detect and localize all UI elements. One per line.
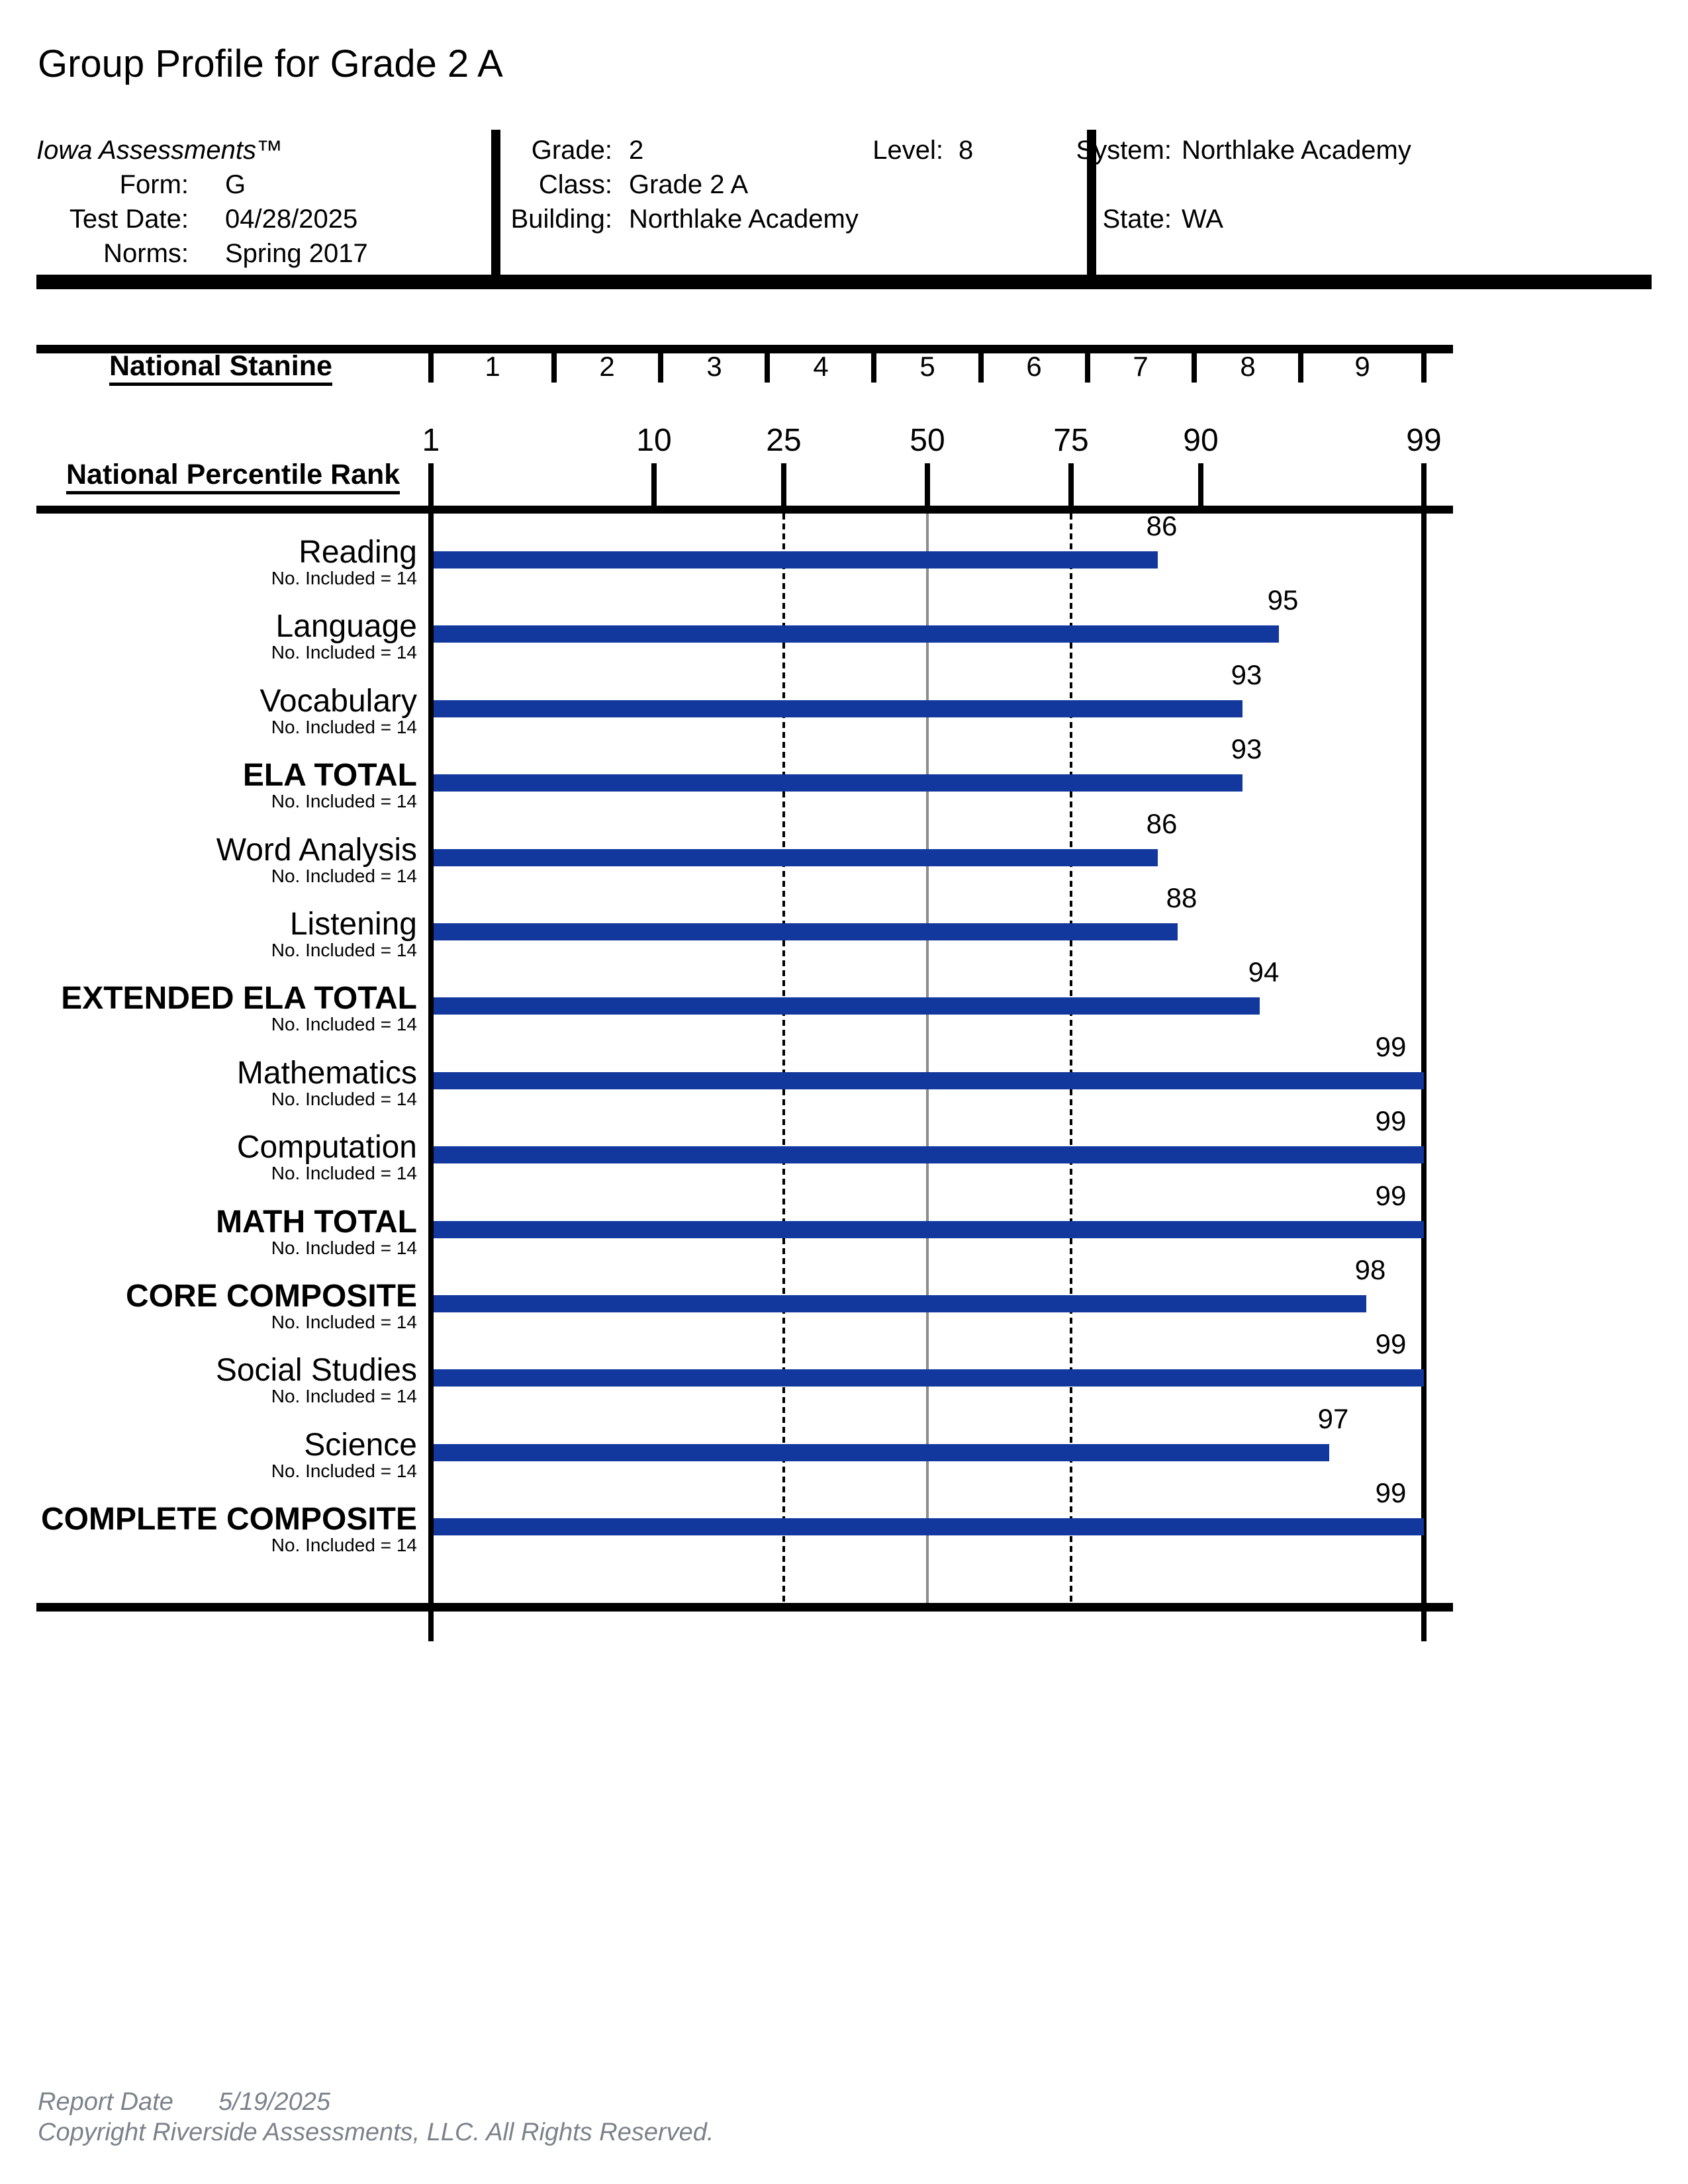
- stanine-number: 2: [599, 351, 615, 382]
- stanine-number: 7: [1133, 351, 1149, 382]
- gridline-dashed-25: [782, 514, 785, 1603]
- percentile-bar: [434, 700, 1243, 717]
- bar-value: 93: [1231, 733, 1262, 764]
- bar-value: 93: [1231, 659, 1262, 690]
- percentile-bar: [434, 849, 1158, 866]
- row-label: CORE COMPOSITE: [125, 1279, 417, 1314]
- percentile-tick: [651, 463, 657, 510]
- percentile-tick: [1068, 463, 1074, 510]
- percentile-number: 75: [1053, 423, 1089, 458]
- class-value: Grade 2 A: [629, 170, 749, 199]
- bar-value: 95: [1267, 584, 1299, 615]
- state-value: WA: [1182, 205, 1223, 234]
- row-label: Listening: [289, 907, 417, 942]
- row-count-label: No. Included = 14: [271, 1014, 417, 1034]
- state-label: State:: [1102, 205, 1172, 234]
- percentile-bar: [434, 1444, 1329, 1461]
- row-label: COMPLETE COMPOSITE: [40, 1502, 417, 1537]
- header-rule: [36, 275, 1652, 289]
- percentile-bar: [434, 1146, 1424, 1163]
- bar-value: 99: [1375, 1180, 1407, 1211]
- stanine-tick: [765, 353, 770, 383]
- bar-value: 86: [1146, 510, 1178, 541]
- stanine-tick: [428, 353, 434, 383]
- gridline-gray-50: [926, 514, 929, 1603]
- stanine-tick: [871, 353, 876, 383]
- row-label: Mathematics: [236, 1056, 417, 1091]
- stanine-tick: [978, 353, 984, 383]
- bar-value: 88: [1166, 882, 1197, 913]
- row-count-label: No. Included = 14: [271, 940, 417, 960]
- stanine-tick: [1192, 353, 1197, 383]
- row-label: Science: [304, 1428, 417, 1463]
- percentile-bar: [434, 1072, 1424, 1089]
- percentile-bar: [434, 1518, 1424, 1535]
- percentile-bar: [434, 1221, 1424, 1238]
- system-label: System:: [1076, 136, 1172, 165]
- test-date-value: 04/28/2025: [225, 205, 358, 234]
- bar-value: 99: [1375, 1328, 1407, 1359]
- percentile-number: 50: [910, 423, 945, 458]
- class-label: Class:: [538, 170, 612, 199]
- building-label: Building:: [510, 205, 612, 234]
- bar-value: 94: [1248, 956, 1280, 987]
- row-label: Reading: [299, 535, 417, 570]
- row-count-label: No. Included = 14: [271, 1238, 417, 1258]
- percentile-tick: [781, 463, 786, 510]
- percentile-bar: [434, 625, 1279, 643]
- level-label: Level:: [872, 136, 943, 165]
- percentile-number: 99: [1406, 423, 1442, 458]
- norms-label: Norms:: [103, 239, 189, 268]
- row-count-label: No. Included = 14: [271, 1312, 417, 1332]
- stanine-number: 1: [485, 351, 500, 382]
- row-count-label: No. Included = 14: [271, 791, 417, 811]
- percentile-number: 10: [636, 423, 672, 458]
- stanine-number: 3: [706, 351, 722, 382]
- row-count-label: No. Included = 14: [271, 1163, 417, 1183]
- percentile-number: 1: [422, 423, 440, 458]
- row-count-label: No. Included = 14: [271, 568, 417, 588]
- row-label: MATH TOTAL: [216, 1205, 417, 1240]
- stanine-tick: [658, 353, 663, 383]
- bar-value: 86: [1146, 808, 1178, 839]
- copyright-text: Copyright Riverside Assessments, LLC. All Rights Reserved.: [38, 2118, 714, 2146]
- row-count-label: No. Included = 14: [271, 642, 417, 662]
- grade-label: Grade:: [531, 136, 612, 165]
- stanine-number: 6: [1026, 351, 1042, 382]
- stanine-tick: [1298, 353, 1303, 383]
- stanine-number: 5: [919, 351, 935, 382]
- row-label: Computation: [236, 1130, 417, 1165]
- percentile-bar: [434, 1369, 1424, 1387]
- form-label: Form:: [119, 170, 189, 199]
- row-count-label: No. Included = 14: [271, 866, 417, 886]
- stanine-tick: [1421, 353, 1427, 383]
- row-count-label: No. Included = 14: [271, 1535, 417, 1555]
- system-value: Northlake Academy: [1182, 136, 1411, 165]
- level-value: 8: [959, 136, 974, 165]
- row-count-label: No. Included = 14: [271, 1461, 417, 1481]
- stanine-tick: [551, 353, 557, 383]
- percentile-scale-line: [36, 506, 1453, 514]
- percentile-tick: [1421, 463, 1427, 510]
- bar-value: 98: [1354, 1254, 1386, 1285]
- row-label: ELA TOTAL: [242, 758, 417, 793]
- stanine-number: 9: [1354, 351, 1370, 382]
- row-count-label: No. Included = 14: [271, 717, 417, 737]
- percentile-bar: [434, 1295, 1366, 1312]
- row-count-label: No. Included = 14: [271, 1386, 417, 1406]
- plot-left-axis: [428, 506, 434, 1641]
- percentile-number: 90: [1183, 423, 1219, 458]
- percentile-bar: [434, 923, 1178, 940]
- test-date-label: Test Date:: [69, 205, 189, 234]
- national-percentile-rank-heading: National Percentile Rank: [66, 459, 400, 494]
- report-date-value: 5/19/2025: [218, 2088, 331, 2116]
- row-label: EXTENDED ELA TOTAL: [61, 981, 417, 1016]
- percentile-number: 25: [766, 423, 802, 458]
- product-name: Iowa Assessments™: [36, 136, 283, 165]
- plot-bottom-line: [36, 1603, 1453, 1612]
- percentile-tick: [1198, 463, 1203, 510]
- percentile-tick: [428, 463, 434, 510]
- bar-value: 99: [1375, 1031, 1407, 1062]
- form-value: G: [225, 170, 246, 199]
- norms-value: Spring 2017: [225, 239, 368, 268]
- row-count-label: No. Included = 14: [271, 1089, 417, 1109]
- stanine-number: 8: [1240, 351, 1256, 382]
- percentile-bar: [434, 997, 1260, 1015]
- national-stanine-heading: National Stanine: [109, 350, 332, 386]
- grade-value: 2: [629, 136, 644, 165]
- row-label: Vocabulary: [259, 684, 417, 719]
- stanine-number: 4: [813, 351, 829, 382]
- bar-value: 99: [1375, 1477, 1407, 1508]
- page-title: Group Profile for Grade 2 A: [38, 42, 503, 85]
- row-label: Language: [275, 609, 417, 644]
- bar-value: 97: [1317, 1403, 1349, 1434]
- row-label: Word Analysis: [216, 833, 417, 868]
- gridline-dashed-75: [1070, 514, 1072, 1603]
- percentile-bar: [434, 551, 1158, 569]
- percentile-tick: [925, 463, 930, 510]
- percentile-bar: [434, 774, 1243, 792]
- row-label: Social Studies: [215, 1353, 417, 1388]
- building-value: Northlake Academy: [629, 205, 859, 234]
- stanine-tick: [1085, 353, 1090, 383]
- report-date-label: Report Date: [38, 2088, 173, 2116]
- bar-value: 99: [1375, 1105, 1407, 1136]
